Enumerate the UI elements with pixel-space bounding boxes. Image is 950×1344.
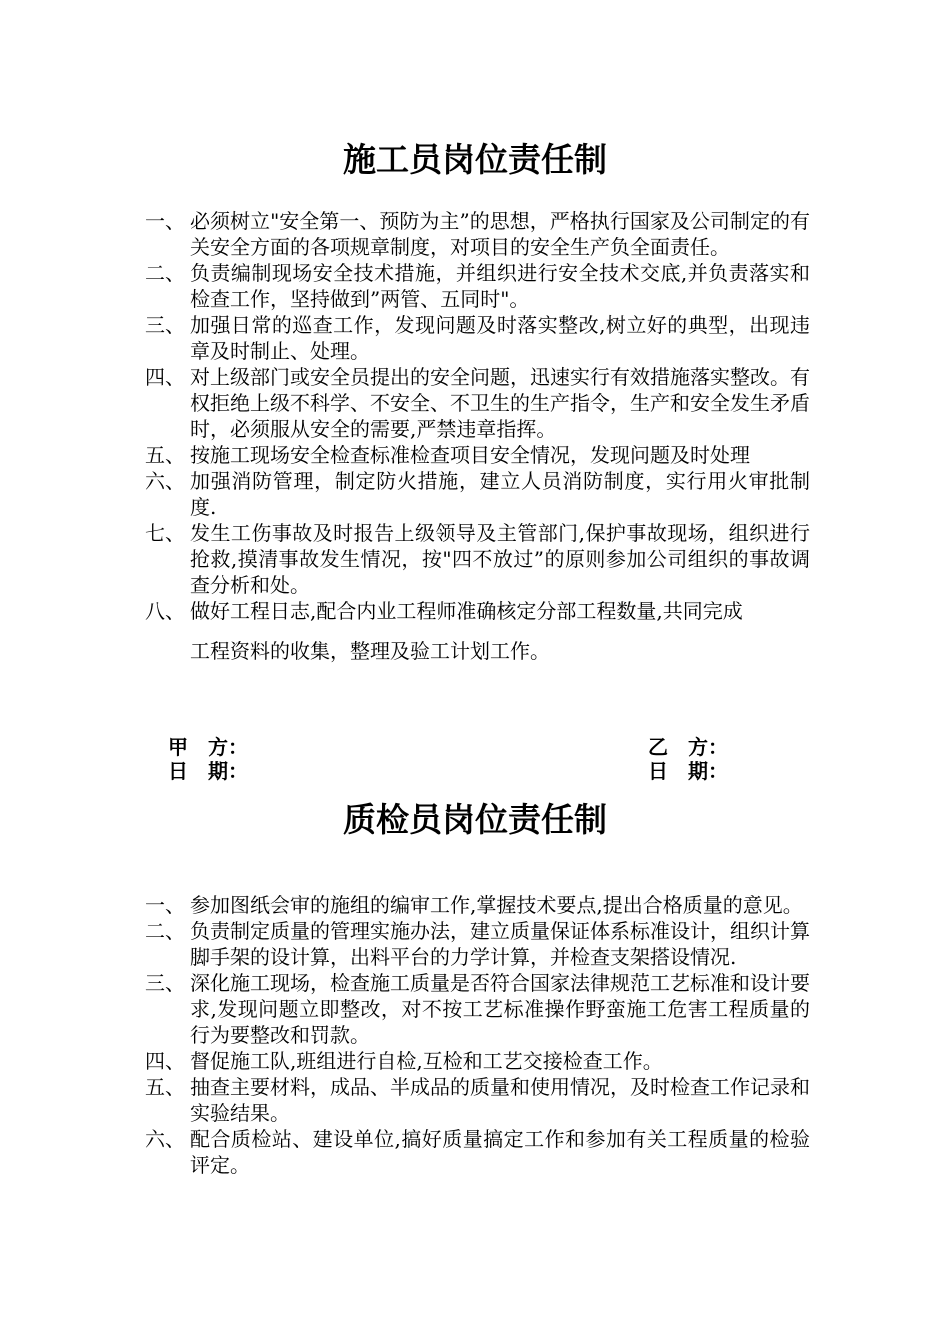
item-text: 深化施工现场，检查施工质量是否符合国家法律规范工艺标准和设计要求,发现问题立即整改，对不按工艺标准操作野蛮施工危害工程质量的行为要整改和罚款。 <box>190 971 810 1047</box>
item-text: 加强日常的巡查工作，发现问题及时落实整改,树立好的典型，出现违章及时制止、处理。 <box>190 313 810 363</box>
party-a-label: 甲 方： <box>168 735 248 759</box>
item-text: 必须树立"安全第一、预防为主”的思想，严格执行国家及公司制定的有关安全方面的各项规章制度，对项目的安全生产负全面责任。 <box>190 209 810 259</box>
list-item <box>145 970 810 1048</box>
item-continuation-line: 工程资料的收集，整理及验工计划工作。 <box>190 639 550 663</box>
list-item <box>145 918 810 970</box>
item-number: 二、 <box>145 261 185 285</box>
item-number: 一、 <box>145 209 185 233</box>
item-text: 负责制定质量的管理实施办法，建立质量保证体系标准设计，组织计算脚手架的设计算，出料平台的力学计算，并检查支架搭设情况. <box>190 919 810 969</box>
item-number: 四、 <box>145 1049 185 1073</box>
list-item <box>145 1126 810 1178</box>
item-text: 负责编制现场安全技术措施，并组织进行安全技术交底,并负责落实和检查工作，坚持做到”两管、五同时"。 <box>190 261 810 311</box>
list-item <box>145 598 810 624</box>
item-text: 按施工现场安全检查标准检查项目安全情况，发现问题及时处理 <box>190 443 750 467</box>
item-text: 发生工伤事故及时报告上级领导及主管部门,保护事故现场，组织进行抢救,摸清事故发生情况，按"四不放过”的原则参加公司组织的事故调查分析和处。 <box>190 521 810 597</box>
item-number: 八、 <box>145 599 185 623</box>
item-number: 五、 <box>145 443 185 467</box>
date-b-label: 日 期： <box>648 759 728 783</box>
item-number: 三、 <box>145 313 185 337</box>
section1-title: 施工员岗位责任制 <box>343 140 607 179</box>
section2-title: 质检员岗位责任制 <box>343 800 607 839</box>
section1-list <box>145 208 810 664</box>
item-text: 做好工程日志,配合内业工程师准确核定分部工程数量,共同完成 <box>190 599 743 623</box>
item-text: 督促施工队,班组进行自检,互检和工艺交接检查工作。 <box>190 1049 663 1073</box>
item-text: 抽查主要材料，成品、半成品的质量和使用情况，及时检查工作记录和实验结果。 <box>190 1075 810 1125</box>
party-b-label: 乙 方： <box>648 735 728 759</box>
list-item <box>145 1048 810 1074</box>
item-text: 参加图纸会审的施组的编审工作,掌握技术要点,提出合格质量的意见。 <box>190 893 803 917</box>
list-item <box>145 260 810 312</box>
date-a-label: 日 期： <box>168 759 248 783</box>
list-item <box>145 1074 810 1126</box>
item-number: 六、 <box>145 1127 185 1151</box>
list-item <box>145 364 810 442</box>
item-number: 七、 <box>145 521 185 545</box>
item-number: 三、 <box>145 971 185 995</box>
item-number: 五、 <box>145 1075 185 1099</box>
section2-list <box>145 892 810 1178</box>
list-item <box>145 520 810 598</box>
item-number: 四、 <box>145 365 185 389</box>
item-text: 配合质检站、建设单位,搞好质量搞定工作和参加有关工程质量的检验评定。 <box>190 1127 810 1177</box>
list-item <box>145 208 810 260</box>
list-item <box>145 442 810 468</box>
list-item <box>145 892 810 918</box>
item-text: 对上级部门或安全员提出的安全问题，迅速实行有效措施落实整改。有权拒绝上级不科学、不安全、不卫生的生产指令，生产和安全发生矛盾时，必须服从安全的需要,严禁违章指挥。 <box>190 365 810 441</box>
list-item <box>145 468 810 520</box>
item-number: 一、 <box>145 893 185 917</box>
item-number: 六、 <box>145 469 185 493</box>
item-number: 二、 <box>145 919 185 943</box>
list-item <box>145 312 810 364</box>
item-text: 加强消防管理，制定防火措施，建立人员消防制度，实行用火审批制度. <box>190 469 810 519</box>
